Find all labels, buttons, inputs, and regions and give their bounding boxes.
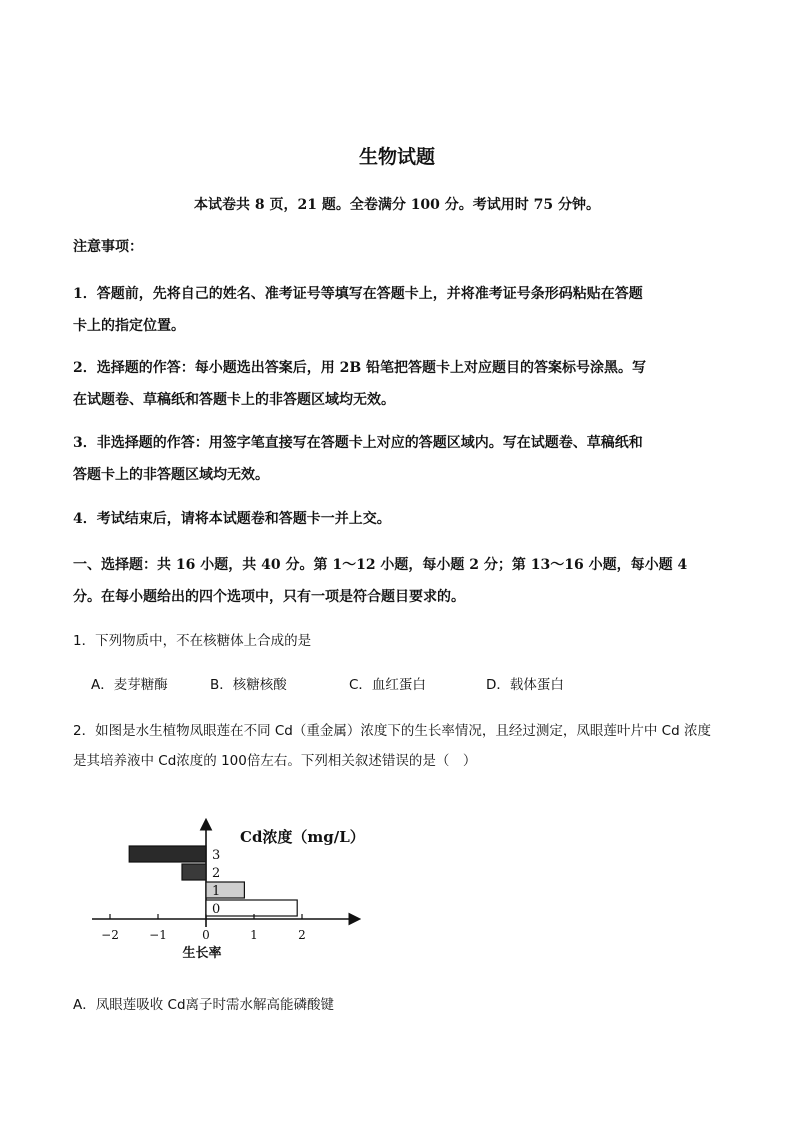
question-1-stem: 1．下列物质中，不在核糖体上合成的是: [73, 633, 312, 649]
note-3-line-2: 答题卡上的非答题区域均无效。: [73, 467, 269, 483]
section-1-line-2: 分。在每小题给出的四个选项中，只有一项是符合题目要求的。: [73, 589, 465, 605]
category-label-0: 0: [212, 902, 221, 917]
q1-option-c[interactable]: C．血红蛋白: [349, 677, 426, 693]
q1-option-d[interactable]: D．载体蛋白: [486, 677, 564, 693]
notes-heading: 注意事项：: [73, 239, 143, 255]
x-tick-label: −1: [149, 928, 167, 942]
bar-cd-3: [129, 846, 206, 862]
x-axis-label: 生长率: [182, 946, 222, 961]
growth-rate-chart: [80, 815, 380, 975]
category-label-3: 3: [212, 848, 221, 863]
x-tick-label: −2: [101, 928, 119, 942]
question-2-line-2: 是其培养液中 Cd浓度的 100倍左右。下列相关叙述错误的是（ ）: [73, 753, 477, 769]
note-1-line-2: 卡上的指定位置。: [73, 318, 185, 334]
note-2-line-1: 2．选择题的作答：每小题选出答案后，用 2B 铅笔把答题卡上对应题目的答案标号涂黑。写: [73, 360, 647, 376]
exam-info: 本试卷共 8 页，21 题。全卷满分 100 分。考试用时 75 分钟。: [193, 197, 601, 213]
q1-option-a[interactable]: A．麦芽糖酶: [91, 677, 168, 693]
category-label-2: 2: [212, 866, 221, 881]
bar-cd-2: [182, 864, 206, 880]
section-1-line-1: 一、选择题：共 16 小题，共 40 分。第 1～12 小题，每小题 2 分；第 13～16 小题，每小题 4: [73, 557, 688, 573]
x-tick-label: 2: [298, 928, 306, 942]
x-tick-label: 0: [202, 928, 210, 942]
q2-option-a[interactable]: A．凤眼莲吸收 Cd离子时需水解高能磷酸键: [73, 997, 335, 1013]
note-2-line-2: 在试题卷、草稿纸和答题卡上的非答题区域均无效。: [73, 392, 395, 408]
x-tick-label: 1: [250, 928, 258, 942]
q1-option-b[interactable]: B．核糖核酸: [210, 677, 287, 693]
note-3-line-1: 3．非选择题的作答：用签字笔直接写在答题卡上对应的答题区域内。写在试题卷、草稿纸和: [73, 435, 643, 451]
note-1-line-1: 1．答题前，先将自己的姓名、准考证号等填写在答题卡上，并将准考证号条形码粘贴在答题: [73, 286, 643, 302]
note-4-line-1: 4．考试结束后，请将本试题卷和答题卡一并上交。: [73, 511, 391, 527]
chart-title: Cd浓度（mg/L）: [240, 828, 365, 846]
page-title: 生物试题: [358, 146, 435, 168]
question-2-line-1: 2．如图是水生植物凤眼莲在不同 Cd（重金属）浓度下的生长率情况，且经过测定，凤眼莲叶片中 Cd 浓度: [73, 723, 711, 739]
category-label-1: 1: [212, 884, 221, 899]
